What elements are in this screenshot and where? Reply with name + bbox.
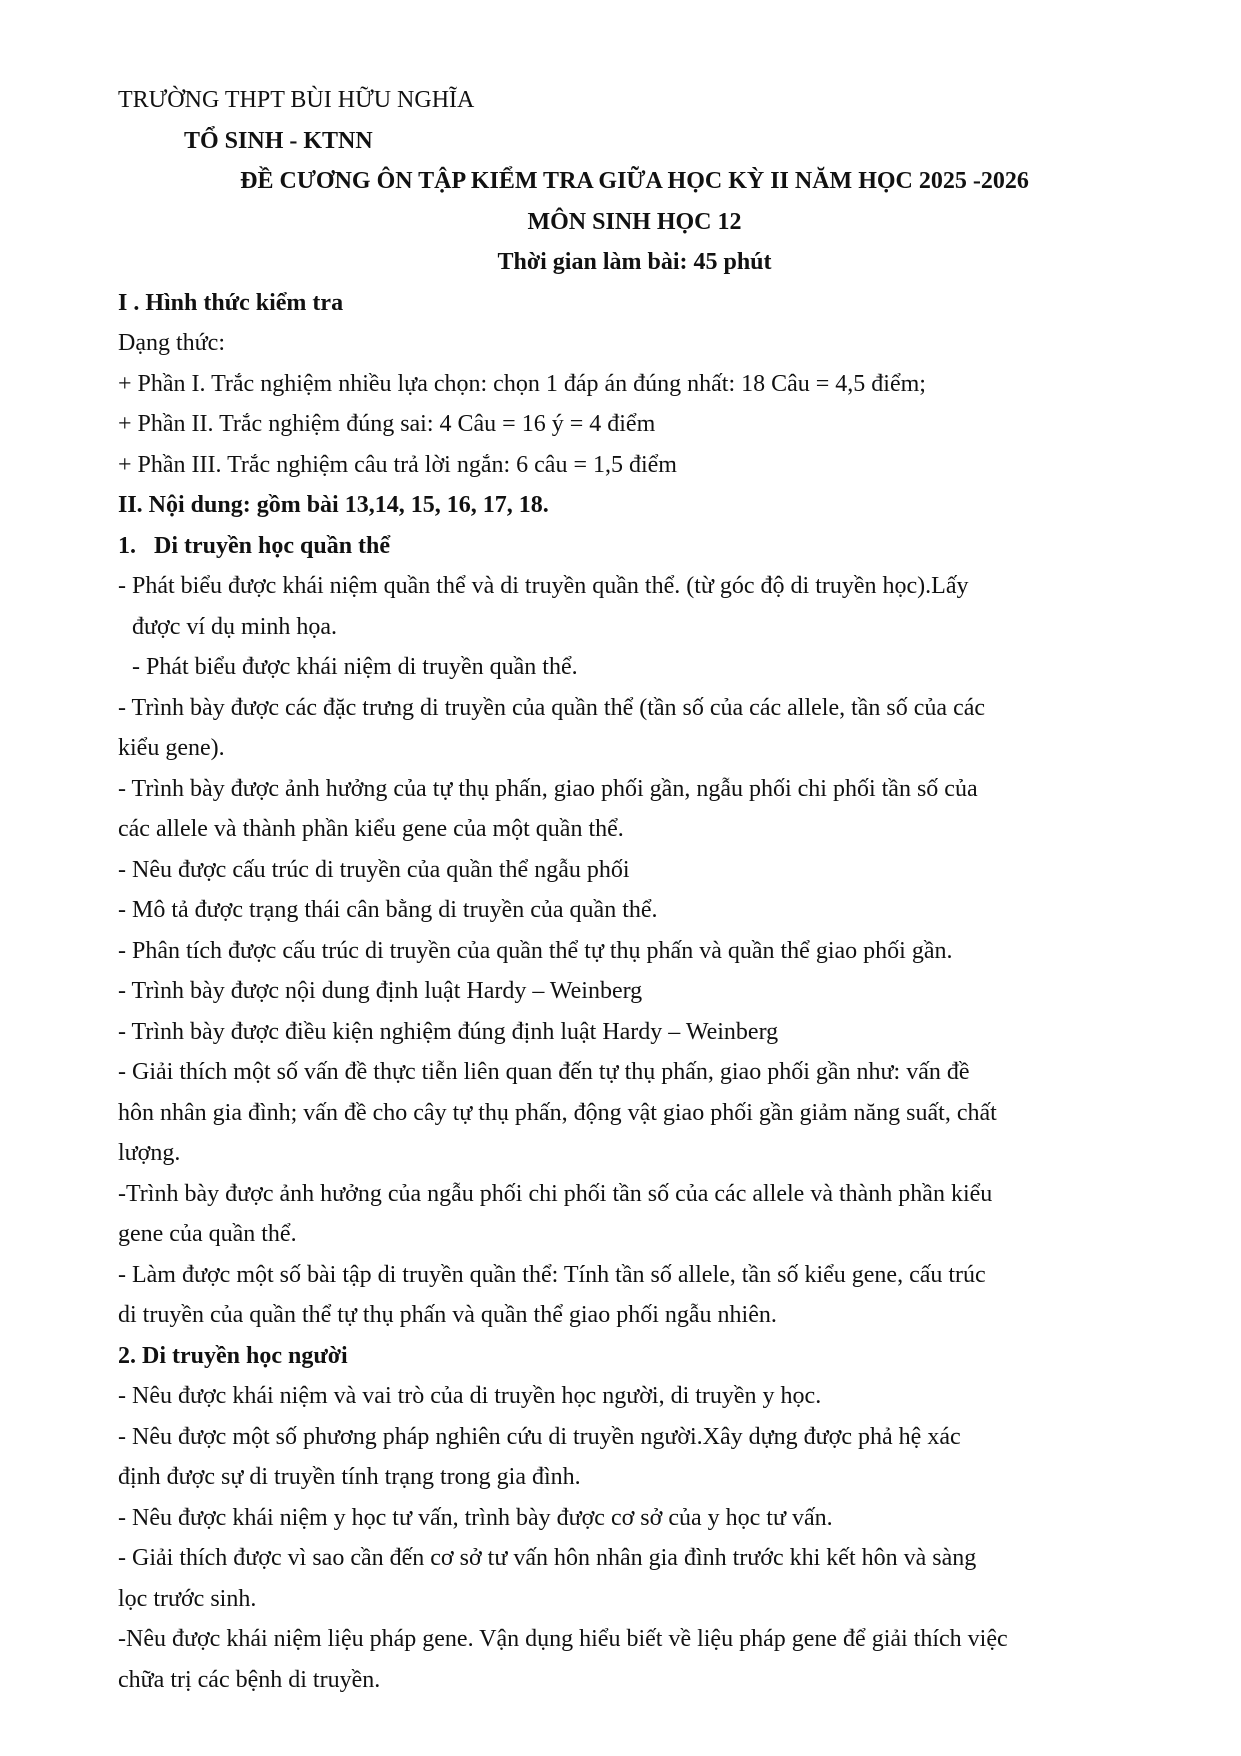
part1-line-14: hôn nhân gia đình; vấn đề cho cây tự thụ phấn, động vật giao phối gần giảm năng suất, chất <box>118 1099 997 1126</box>
part1-line-3: - Phát biểu được khái niệm di truyền quần thể. <box>132 654 578 680</box>
part1-line-1: - Phát biểu được khái niệm quần thể và di truyền quần thể. (từ góc độ di truyền học).Lấy <box>118 573 969 599</box>
part2-heading: 2. Di truyền học người <box>118 1342 348 1369</box>
part1-line-18: - Làm được một số bài tập di truyền quần thể: Tính tần số allele, tần số kiểu gene, cấu trúc <box>118 1261 986 1288</box>
format-item-2: + Phần II. Trắc nghiệm đúng sai: 4 Câu = 16 ý = 4 điểm <box>118 411 656 437</box>
time-limit: Thời gian làm bài: 45 phút <box>497 249 772 275</box>
section2-heading: II. Nội dung: gồm bài 13,14, 15, 16, 17, 18. <box>118 492 549 518</box>
part2-line-2: - Nêu được một số phương pháp nghiên cứu di truyền người.Xây dựng được phả hệ xác <box>118 1423 961 1450</box>
format-intro: Dạng thức: <box>118 330 225 356</box>
part1-line-8: - Nêu được cấu trúc di truyền của quần thể ngẫu phối <box>118 856 630 883</box>
part2-line-7: -Nêu được khái niệm liệu pháp gene. Vận dụng hiểu biết về liệu pháp gene để giải thích việc <box>118 1626 1008 1652</box>
part1-line-12: - Trình bày được điều kiện nghiệm đúng định luật Hardy – Weinberg <box>118 1018 779 1045</box>
team-name: TỔ SINH - KTNN <box>184 127 373 154</box>
part1-line-9: - Mô tả được trạng thái cân bằng di truyền của quần thể. <box>118 897 658 923</box>
part1-line-16: -Trình bày được ảnh hưởng của ngẫu phối chi phối tần số của các allele và thành phần kiểu <box>118 1180 993 1207</box>
part1-line-7: các allele và thành phần kiểu gene của một quần thể. <box>118 816 624 842</box>
part2-line-3: định được sự di truyền tính trạng trong gia đình. <box>118 1464 581 1490</box>
part1-line-17: gene của quần thể. <box>118 1221 297 1247</box>
part2-line-6: lọc trước sinh. <box>118 1585 257 1612</box>
part1-line-15: lượng. <box>118 1140 181 1166</box>
part1-line-13: - Giải thích một số vấn đề thực tiễn liên quan đến tự thụ phấn, giao phối gần như: vấn đề <box>118 1059 970 1085</box>
part1-line-19: di truyền của quần thể tự thụ phấn và quần thể giao phối ngẫu nhiên. <box>118 1302 777 1328</box>
part1-line-11: - Trình bày được nội dung định luật Hardy – Weinberg <box>118 978 643 1004</box>
document-title: ĐỀ CƯƠNG ÔN TẬP KIỂM TRA GIỮA HỌC KỲ II NĂM HỌC 2025 -2026 <box>240 168 1029 194</box>
part2-line-4: - Nêu được khái niệm y học tư vấn, trình bày được cơ sở của y học tư vấn. <box>118 1504 833 1531</box>
part1-line-10: - Phân tích được cấu trúc di truyền của quần thể tự thụ phấn và quần thể giao phối gần. <box>118 937 953 964</box>
part2-line-1: - Nêu được khái niệm và vai trò của di truyền học người, di truyền y học. <box>118 1383 822 1409</box>
part1-line-5: kiểu gene). <box>118 735 225 761</box>
format-item-3: + Phần III. Trắc nghiệm câu trả lời ngắn: 6 câu = 1,5 điểm <box>118 451 677 478</box>
part2-line-5: - Giải thích được vì sao cần đến cơ sở tư vấn hôn nhân gia đình trước khi kết hôn và sàng <box>118 1545 977 1571</box>
part1-line-4: - Trình bày được các đặc trưng di truyền của quần thể (tần số của các allele, tần số của các <box>118 694 986 721</box>
part1-line-2: được ví dụ minh họa. <box>132 613 338 640</box>
part1-line-6: - Trình bày được ảnh hưởng của tự thụ phấn, giao phối gần, ngẫu phối chi phối tần số của <box>118 775 978 802</box>
part2-line-8: chữa trị các bệnh di truyền. <box>118 1666 381 1693</box>
section1-heading: I . Hình thức kiểm tra <box>118 289 344 316</box>
subject-title: MÔN SINH HỌC 12 <box>527 208 742 235</box>
part1-heading: 1. Di truyền học quần thể <box>118 532 391 559</box>
format-item-1: + Phần I. Trắc nghiệm nhiều lựa chọn: chọn 1 đáp án đúng nhất: 18 Câu = 4,5 điểm; <box>118 370 926 397</box>
school-name: TRƯỜNG THPT BÙI HỮU NGHĨA <box>118 87 475 113</box>
